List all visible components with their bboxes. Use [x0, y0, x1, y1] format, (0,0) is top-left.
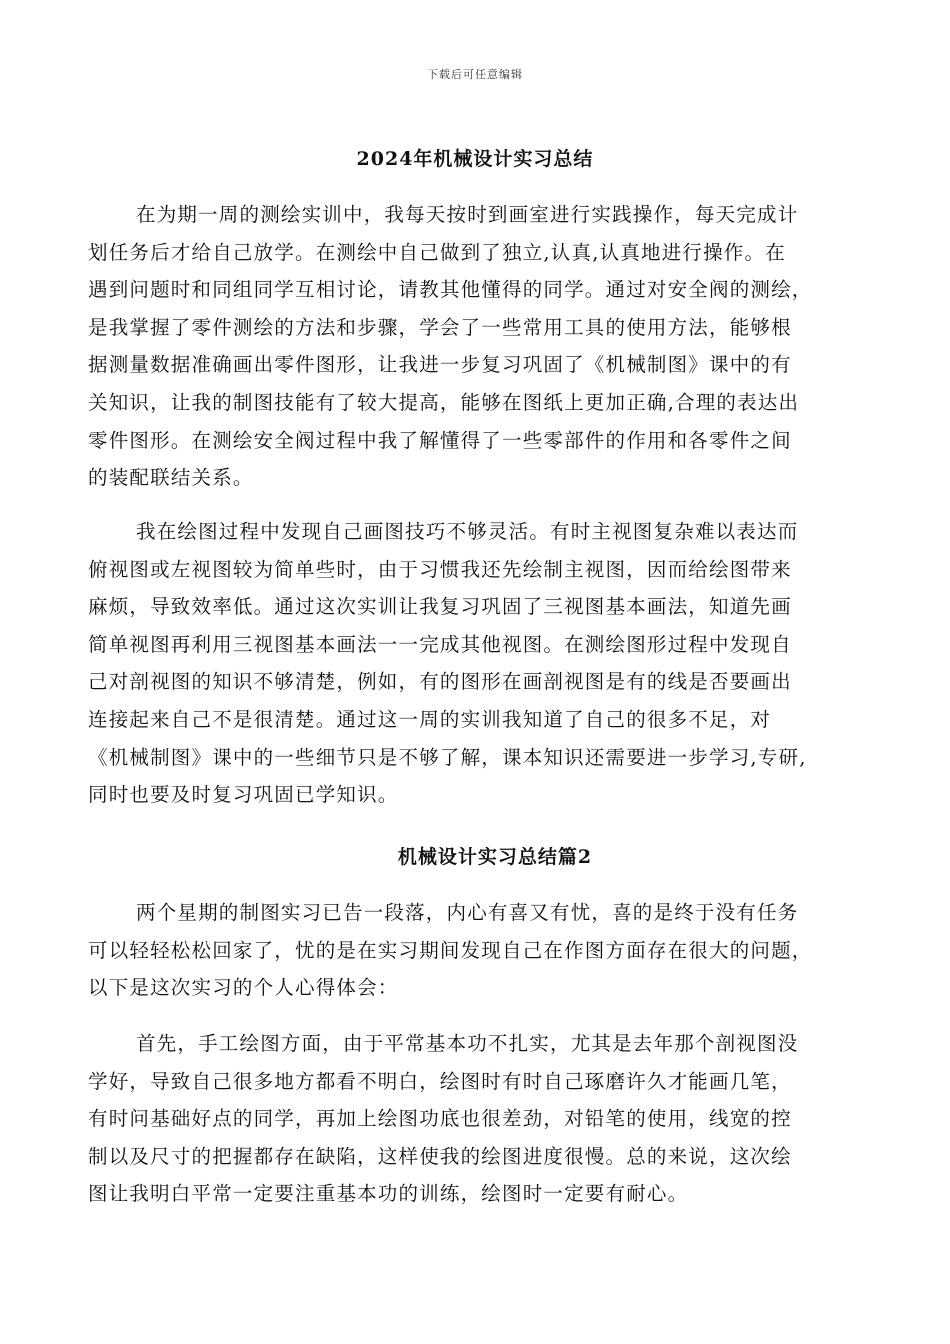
paragraph-line: 学好，导致自己很多地方都看不明白，绘图时有时自己琢磨许久才能画几笔， [88, 1069, 792, 1093]
paragraph-line: 关知识，让我的制图技能有了较大提高，能够在图纸上更加正确,合理的表达出 [88, 390, 800, 414]
paragraph-line: 在为期一周的测绘实训中，我每天按时到画室进行实践操作，每天完成计 [136, 203, 799, 226]
section-subtitle: 机械设计实习总结篇2 [397, 846, 593, 868]
paragraph-3 [88, 894, 872, 1007]
paragraph-line: 连接起来自己不是很清楚。通过这一周的实训我知道了自己的很多不足，对 [88, 707, 772, 731]
paragraph-line: 是我掌握了零件测绘的方法和步骤，学会了一些常用工具的使用方法，能够根 [88, 315, 792, 339]
paragraph-2 [88, 513, 872, 814]
paragraph-line: 麻烦，导致效率低。通过这次实训让我复习巩固了三视图基本画法，知道先画 [88, 595, 792, 619]
paragraph-line: 己对剖视图的知识不够清楚，例如，有的图形在画剖视图是有的线是否要画出 [88, 670, 792, 694]
paragraph-line: 首先，手工绘图方面，由于平常基本功不扎实，尤其是去年那个剖视图没 [136, 1032, 799, 1055]
page-title: 2024年机械设计实习总结 [356, 148, 594, 170]
paragraph-line: 据测量数据准确画出零件图形，让我进一步复习巩固了《机械制图》课中的有 [88, 353, 792, 377]
paragraph-1 [88, 196, 872, 497]
paragraph-line: 简单视图再利用三视图基本画法一一完成其他视图。在测绘图形过程中发现自 [88, 632, 792, 656]
paragraph-line: 两个星期的制图实习已告一段落，内心有喜又有忧，喜的是终于没有任务 [136, 901, 799, 924]
paragraph-line: 《机械制图》课中的一些细节只是不够了解，课本知识还需要进一步学习,专研, [88, 745, 807, 769]
header-note: 下载后可任意编辑 [427, 68, 523, 81]
paragraph-line: 划任务后才给自己放学。在测绘中自己做到了独立,认真,认真地进行操作。在 [88, 240, 786, 264]
paragraph-line: 俯视图或左视图较为简单些时，由于习惯我还先绘制主视图，因而给绘图带来 [88, 557, 792, 581]
paragraph-line: 零件图形。在测绘安全阀过程中我了解懂得了一些零部件的作用和各零件之间 [88, 428, 792, 452]
paragraph-line: 以下是这次实习的个人心得体会： [88, 976, 399, 1000]
paragraph-line: 制以及尺寸的把握都存在缺陷，这样使我的绘图进度很慢。总的来说，这次绘 [88, 1144, 792, 1168]
paragraph-line: 遇到问题时和同组同学互相讨论，请教其他懂得的同学。通过对安全阀的测绘， [88, 278, 813, 302]
paragraph-line: 的装配联结关系。 [88, 466, 254, 490]
paragraph-line: 同时也要及时复习巩固已学知识。 [88, 783, 399, 807]
paragraph-line: 图让我明白平常一定要注重基本功的训练，绘图时一定要有耐心。 [88, 1182, 689, 1206]
paragraph-4 [88, 1025, 872, 1213]
paragraph-line: 我在绘图过程中发现自己画图技巧不够灵活。有时主视图复杂难以表达而 [136, 520, 799, 543]
paragraph-line: 可以轻轻松松回家了，忧的是在实习期间发现自己在作图方面存在很大的问题， [88, 938, 813, 962]
paragraph-line: 有时问基础好点的同学，再加上绘图功底也很差劲，对铅笔的使用，线宽的控 [88, 1107, 792, 1131]
